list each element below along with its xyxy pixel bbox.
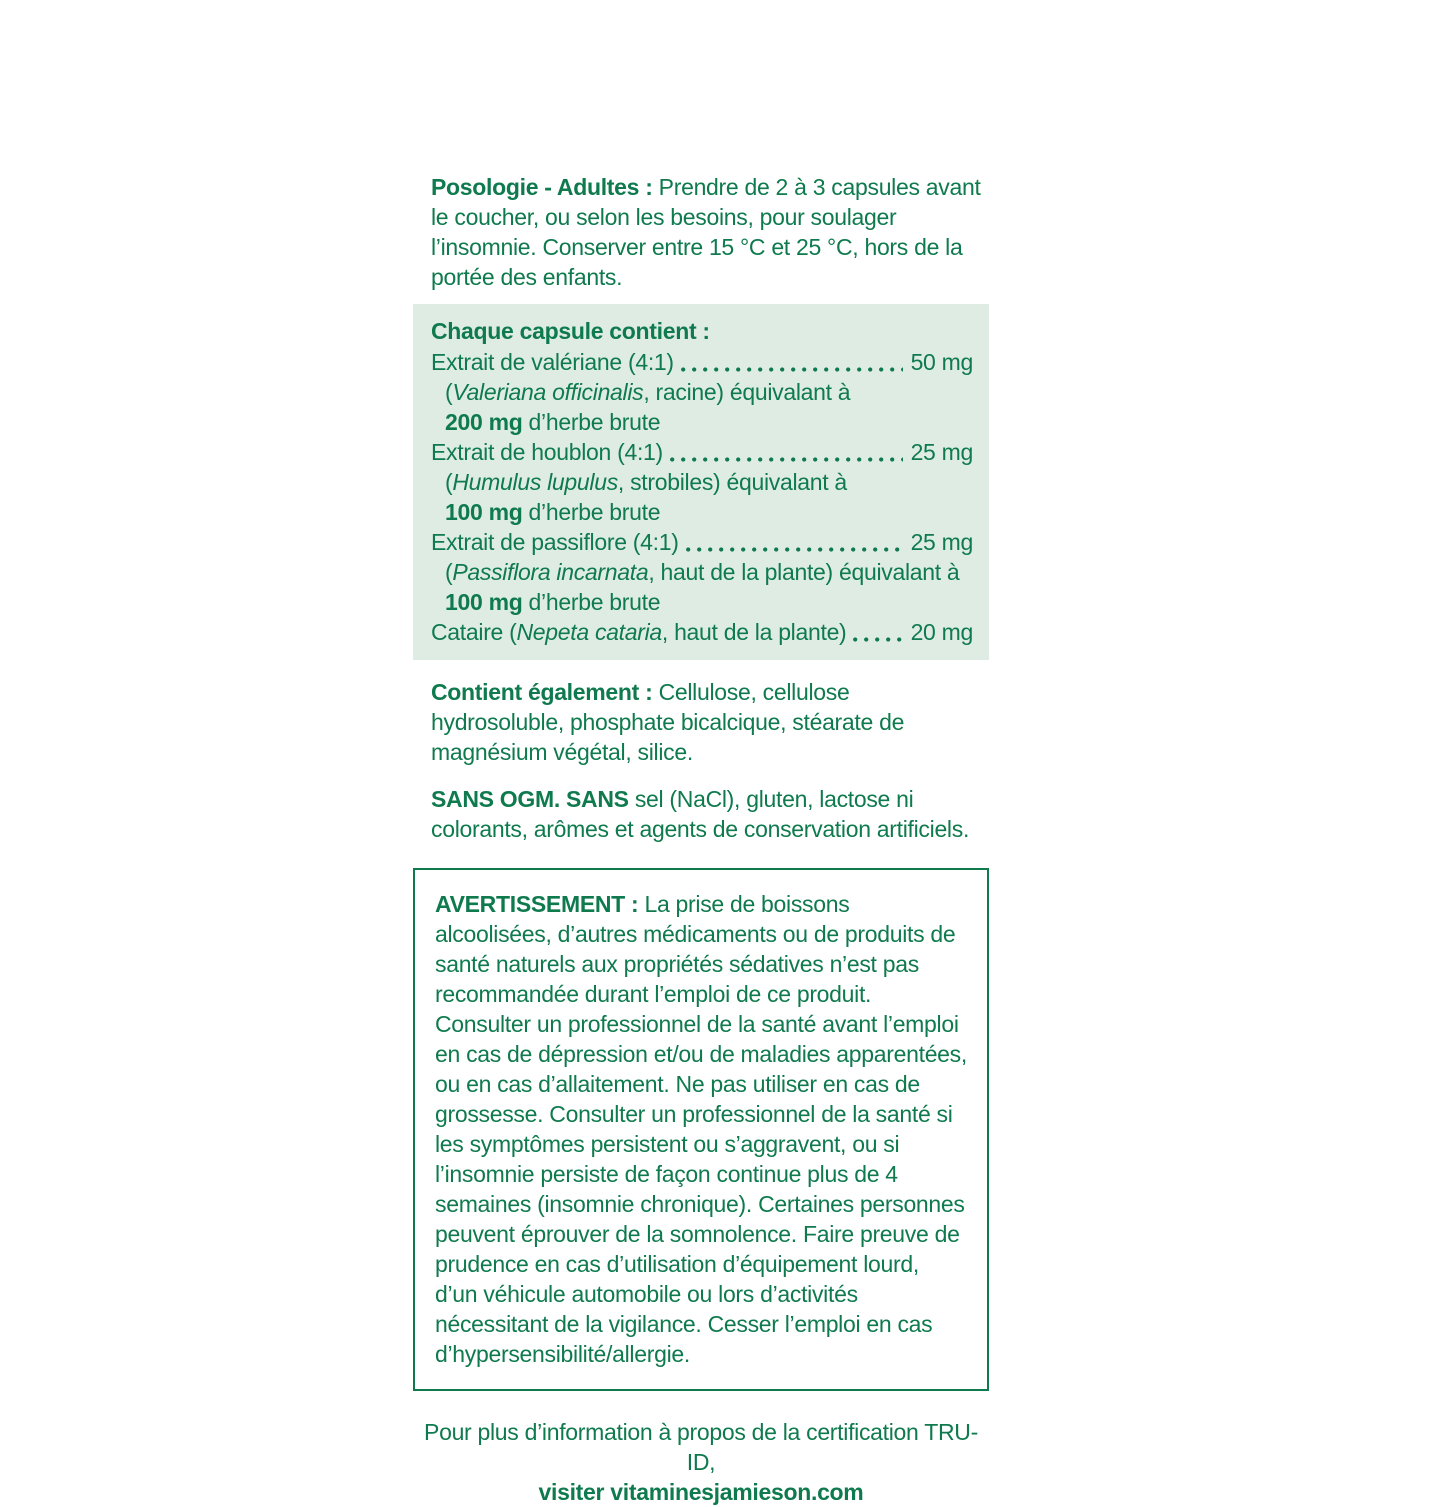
ingredient-amount: 25 mg bbox=[910, 529, 973, 555]
ingredients-list bbox=[431, 347, 973, 647]
ingredient-amount: 25 mg bbox=[910, 439, 973, 465]
posologie-heading: Posologie - Adultes : bbox=[431, 174, 653, 200]
ingredient-row bbox=[431, 437, 973, 467]
footer-note bbox=[413, 1417, 989, 1507]
also-contains-heading: Contient également : bbox=[431, 679, 653, 705]
ingredient-name: 100 mg d’herbe brute bbox=[445, 499, 661, 525]
ingredient-name: 100 mg d’herbe brute bbox=[445, 589, 661, 615]
label-page bbox=[413, 172, 989, 1507]
free-from-paragraph bbox=[413, 784, 989, 844]
posologie-text: Prendre de 2 à 3 capsules avant le coucher, ou selon les besoins, pour soulager l’insomnie. Conserver entre 15 °C et 25 °C, hors de la portée des enfants. bbox=[431, 174, 981, 290]
ingredient-row bbox=[431, 497, 973, 527]
also-contains-text: Cellulose, cellulose hydrosoluble, phosphate bicalcique, stéarate de magnésium végétal, silice. bbox=[431, 679, 905, 765]
ingredient-row bbox=[431, 467, 973, 497]
ingredient-row bbox=[431, 527, 973, 557]
posologie-paragraph bbox=[413, 172, 989, 292]
ingredient-name: Extrait de passiflore (4:1) bbox=[431, 529, 679, 555]
ingredient-name: Extrait de houblon (4:1) bbox=[431, 439, 663, 465]
ingredient-name: (Valeriana officinalis, racine) équivalant à bbox=[445, 379, 851, 405]
free-from-text: sel (NaCl), gluten, lactose ni colorants, arômes et agents de conservation artificiels. bbox=[431, 786, 970, 842]
dot-leader bbox=[670, 456, 903, 463]
ingredient-name: Extrait de valériane (4:1) bbox=[431, 349, 674, 375]
ingredient-name: 200 mg d’herbe brute bbox=[445, 409, 661, 435]
ingredient-row bbox=[431, 587, 973, 617]
ingredient-row bbox=[431, 347, 973, 377]
ingredient-name: (Passiflora incarnata, haut de la plante) équivalant à bbox=[445, 559, 960, 585]
ingredient-row bbox=[431, 557, 973, 587]
ingredient-row bbox=[431, 407, 973, 437]
ingredient-amount: 50 mg bbox=[910, 349, 973, 375]
free-from-heading: SANS OGM. SANS bbox=[431, 786, 629, 812]
ingredient-name: (Humulus lupulus, strobiles) équivalant à bbox=[445, 469, 847, 495]
footer-website-text: visiter vitaminesjamieson.com bbox=[538, 1479, 864, 1505]
also-contains-paragraph bbox=[413, 677, 989, 767]
ingredient-amount: 20 mg bbox=[910, 619, 973, 645]
ingredient-name: Cataire (Nepeta cataria, haut de la plante) bbox=[431, 619, 847, 645]
warning-paragraph bbox=[435, 889, 967, 1369]
warning-heading: AVERTISSEMENT : bbox=[435, 891, 639, 917]
dot-leader bbox=[681, 366, 903, 373]
ingredients-panel-title: Chaque capsule contient : bbox=[431, 318, 710, 344]
footer-certification-text: Pour plus d’information à propos de la certification TRU-ID, bbox=[424, 1419, 978, 1475]
dot-leader bbox=[853, 636, 902, 643]
ingredients-panel bbox=[413, 304, 989, 660]
dot-leader bbox=[686, 546, 903, 553]
warning-box bbox=[413, 868, 989, 1391]
warning-text: La prise de boissons alcoolisées, d’autres médicaments ou de produits de santé naturels aux propriétés sédatives n’est pas recommandée durant l’emploi de ce produit. Consulter un professionnel de la santé avant l’emploi en cas de dépression et/ou de maladies apparentées, ou en cas d’allaitement. Ne pas utiliser en cas de grossesse. Consulter un professionnel de la santé si les symptômes persistent ou s’aggravent, ou si l’insomnie persiste de façon continue plus de 4 semaines (insomnie chronique). Certaines personnes peuvent éprouver de la somnolence. Faire preuve de prudence en cas d’utilisation d’équipement lourd, d’un véhicule automobile ou lors d’activités nécessitant de la vigilance. Cesser l’emploi en cas d’hypersensibilité/allergie. bbox=[435, 891, 967, 1367]
ingredient-row bbox=[431, 377, 973, 407]
ingredient-row bbox=[431, 617, 973, 647]
